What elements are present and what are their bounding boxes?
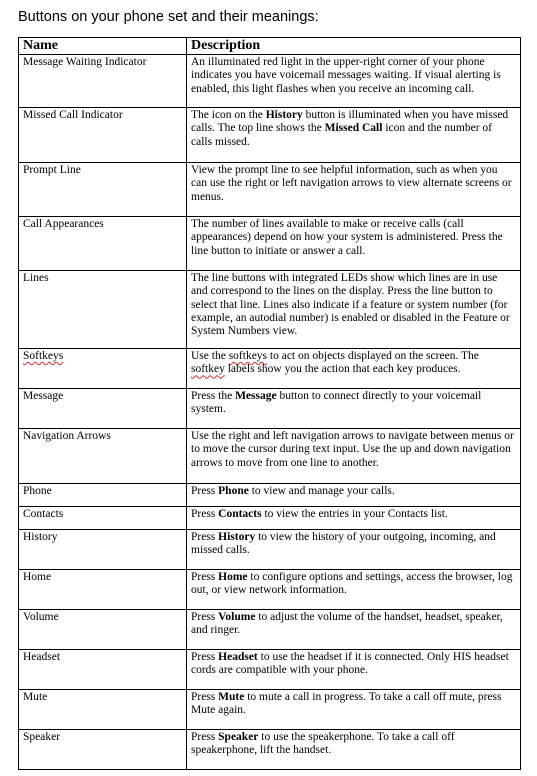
table-row bbox=[19, 271, 521, 349]
table-row bbox=[19, 55, 521, 108]
button-description bbox=[187, 271, 521, 349]
button-description bbox=[187, 570, 521, 610]
button-name bbox=[19, 349, 187, 389]
description-text: The icon on the bbox=[191, 109, 266, 121]
button-description bbox=[187, 690, 521, 730]
description-text: to adjust the volume of the handset, headset, speaker, and ringer. bbox=[191, 611, 503, 637]
button-name bbox=[19, 650, 187, 690]
table-row bbox=[19, 108, 521, 163]
header-description: Description bbox=[187, 38, 521, 55]
description-text: View the prompt line to see helpful information, such as when you can use the right or left navigation arrows to view alternate screens or menus. bbox=[191, 164, 512, 203]
button-name bbox=[19, 217, 187, 271]
table-row bbox=[19, 349, 521, 389]
description-text: to use the headset if it is connected. Only HIS headset cords are compatible with your phone. bbox=[191, 651, 509, 677]
description-text: to view the history of your outgoing, incoming, and missed calls. bbox=[191, 531, 496, 557]
button-name-text: Contacts bbox=[23, 508, 64, 520]
table-row bbox=[19, 530, 521, 570]
button-name bbox=[19, 730, 187, 770]
description-text: icon and the number of calls missed. bbox=[191, 122, 492, 148]
button-name-text: Headset bbox=[23, 651, 61, 663]
button-description bbox=[187, 507, 521, 530]
button-description bbox=[187, 108, 521, 163]
intro-text: Buttons on your phone set and their meanings: bbox=[18, 9, 319, 25]
description-text: Press bbox=[191, 508, 219, 520]
description-text: button to connect directly to your voicemail system. bbox=[191, 390, 482, 416]
bold-term: Missed Call bbox=[324, 122, 383, 135]
description-text: Press bbox=[191, 531, 219, 543]
button-name-text: Volume bbox=[23, 611, 59, 623]
description-text: Press bbox=[191, 651, 219, 663]
table-row bbox=[19, 730, 521, 770]
button-name bbox=[19, 389, 187, 429]
button-description bbox=[187, 650, 521, 690]
button-description bbox=[187, 217, 521, 271]
table-body bbox=[19, 55, 521, 770]
button-name-text: Message Waiting Indicator bbox=[23, 56, 147, 68]
button-name-text: Home bbox=[23, 571, 52, 583]
description-text: button is illuminated when you have missed calls. The top line shows the bbox=[191, 109, 509, 135]
description-text: Press bbox=[191, 485, 219, 497]
description-text: Use the bbox=[191, 350, 229, 362]
header-name: Name bbox=[19, 38, 187, 55]
button-name-text: Message bbox=[23, 390, 64, 402]
button-description bbox=[187, 429, 521, 484]
table-row bbox=[19, 484, 521, 507]
table-row bbox=[19, 217, 521, 271]
bold-term: History bbox=[265, 109, 303, 121]
button-description bbox=[187, 55, 521, 108]
button-name-text: Call Appearances bbox=[23, 218, 104, 230]
table-row bbox=[19, 163, 521, 217]
bold-term: Speaker bbox=[218, 731, 259, 743]
table-row bbox=[19, 429, 521, 484]
button-description bbox=[187, 484, 521, 507]
description-text: Press bbox=[191, 611, 219, 623]
button-name-text: History bbox=[23, 531, 58, 543]
button-description bbox=[187, 349, 521, 389]
description-text: An illuminated red light in the upper-right corner of your phone indicates you have voicemail messages waiting. If visual alerting is enabled, this light flashes when you receive an incoming call. bbox=[191, 56, 501, 95]
table-row bbox=[19, 610, 521, 650]
description-text: Press bbox=[191, 731, 219, 743]
button-name-text: Navigation Arrows bbox=[23, 430, 111, 442]
bold-term: Headset bbox=[218, 651, 258, 663]
button-name-text: Prompt Line bbox=[23, 164, 81, 176]
description-text: to use the speakerphone. To take a call off speakerphone, lift the handset. bbox=[191, 731, 455, 757]
table-row bbox=[19, 650, 521, 690]
table-row bbox=[19, 690, 521, 730]
button-description bbox=[187, 530, 521, 570]
button-name bbox=[19, 570, 187, 610]
button-description bbox=[187, 389, 521, 429]
description-text: Press the bbox=[191, 390, 236, 402]
button-name-text: Softkeys bbox=[23, 350, 64, 362]
bold-term: Volume bbox=[218, 611, 256, 623]
button-description bbox=[187, 610, 521, 650]
button-description bbox=[187, 730, 521, 770]
button-name-text: Phone bbox=[23, 485, 52, 497]
description-text: to view and manage your calls. bbox=[248, 485, 395, 497]
description-text: to act on objects displayed on the screen. The bbox=[267, 350, 479, 362]
description-text: The line buttons with integrated LEDs show which lines are in use and correspond to the lines on the display. Press the line button to select that line. Lines also indicate if a feature or system number (for example, an autodial number) is enabled or disabled in the Feature or System Numbers view. bbox=[191, 272, 510, 338]
description-text: Press bbox=[191, 571, 219, 583]
description-text: to configure options and settings, access the browser, log out, or view network information. bbox=[191, 571, 513, 597]
table-row bbox=[19, 570, 521, 610]
buttons-table bbox=[18, 37, 521, 770]
button-name bbox=[19, 530, 187, 570]
button-name bbox=[19, 484, 187, 507]
description-text: Press bbox=[191, 691, 219, 703]
description-text: softkeys bbox=[228, 350, 268, 362]
button-name bbox=[19, 271, 187, 349]
description-text: labels show you the action that each key produces. bbox=[224, 363, 461, 376]
description-text: to mute a call in progress. To take a call off mute, press Mute again. bbox=[191, 691, 502, 717]
button-name bbox=[19, 690, 187, 730]
bold-term: Mute bbox=[218, 691, 245, 703]
bold-term: Phone bbox=[218, 485, 249, 497]
button-name-text: Lines bbox=[23, 272, 49, 284]
table-row bbox=[19, 389, 521, 429]
bold-term: Contacts bbox=[218, 508, 262, 520]
bold-term: Message bbox=[235, 390, 277, 402]
button-description bbox=[187, 163, 521, 217]
table-row bbox=[19, 507, 521, 530]
button-name bbox=[19, 507, 187, 530]
description-text: The number of lines available to make or receive calls (call appearances) depend on how your system is administered. Press the line button to initiate or answer a call. bbox=[191, 218, 503, 257]
button-name bbox=[19, 108, 187, 163]
button-name-text: Mute bbox=[23, 691, 48, 703]
description-text: softkey bbox=[191, 363, 225, 376]
table-header-row bbox=[19, 38, 521, 55]
button-name bbox=[19, 610, 187, 650]
button-name bbox=[19, 163, 187, 217]
description-text: Use the right and left navigation arrows to navigate between menus or to move the cursor during text input. Use the up and down navigation arrows to move from one line to another. bbox=[191, 430, 514, 469]
bold-term: Home bbox=[218, 571, 248, 583]
button-name-text: Speaker bbox=[23, 731, 61, 743]
button-name bbox=[19, 429, 187, 484]
description-text: to view the entries in your Contacts list. bbox=[261, 508, 448, 520]
button-name-text: Missed Call Indicator bbox=[23, 109, 123, 121]
bold-term: History bbox=[218, 531, 256, 543]
button-name bbox=[19, 55, 187, 108]
